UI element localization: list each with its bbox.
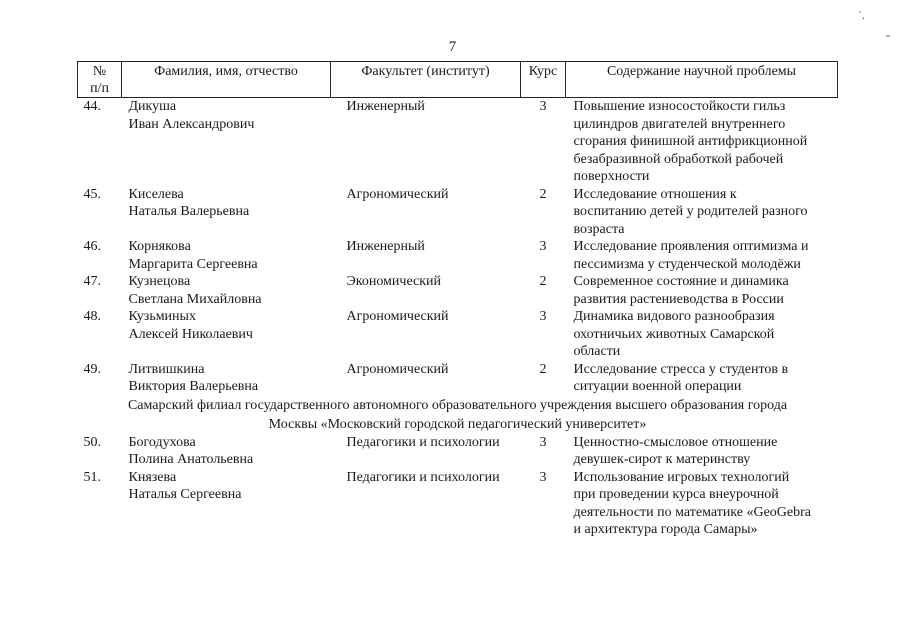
research-topic: Исследование проявления оптимизма и пессимизма у студенческой молодёжи bbox=[573, 239, 809, 272]
row-number: 50. bbox=[83, 434, 101, 450]
faculty: Педагогики и психологии bbox=[346, 469, 500, 485]
course: 3 bbox=[539, 309, 547, 324]
table-body bbox=[78, 98, 838, 539]
student-name: Киселева Наталья Валерьевна bbox=[128, 186, 250, 219]
research-topic: Современное состояние и динамика развития растениеводства в России bbox=[573, 274, 789, 307]
faculty: Инженерный bbox=[346, 239, 425, 254]
course: 2 bbox=[539, 186, 547, 202]
row-number: 45. bbox=[83, 186, 101, 202]
row-number: 44. bbox=[83, 99, 101, 114]
table-row bbox=[78, 273, 838, 308]
row-number: 46. bbox=[83, 239, 101, 254]
table-row bbox=[78, 361, 838, 396]
header-topic: Содержание научной проблемы bbox=[566, 62, 838, 98]
faculty: Агрономический bbox=[346, 309, 449, 324]
student-name: Князева Наталья Сергеевна bbox=[128, 469, 242, 502]
students-table bbox=[77, 61, 838, 539]
header-name: Фамилия, имя, отчество bbox=[122, 62, 331, 98]
research-topic: Ценностно-смысловое отношение девушек-сирот к материнству bbox=[573, 434, 778, 467]
faculty: Инженерный bbox=[346, 99, 425, 114]
faculty: Педагогики и психологии bbox=[346, 434, 500, 450]
header-num: № п/п bbox=[78, 62, 122, 98]
research-topic: Динамика видового разнообразия охотничьих животных Самарской области bbox=[573, 309, 775, 359]
course: 3 bbox=[539, 239, 547, 254]
scan-speck: ˙. bbox=[858, 8, 865, 22]
research-topic: Повышение износостойкости гильз цилиндров двигателей внутреннего сгорания финишной антифрикционной безабразивной обработкой рабочей поверхности bbox=[573, 99, 808, 184]
row-number: 49. bbox=[83, 361, 101, 377]
header-faculty: Факультет (институт) bbox=[331, 62, 521, 98]
student-name: Литвишкина Виктория Валерьевна bbox=[128, 361, 259, 394]
student-name: Корнякова Маргарита Сергеевна bbox=[128, 239, 258, 272]
research-topic: Исследование отношения к воспитанию детей у родителей разного возраста bbox=[573, 186, 808, 237]
page-number: 7 bbox=[448, 39, 457, 55]
course: 3 bbox=[539, 99, 547, 114]
research-topic: Использование игровых технологий при проведении курса внеурочной деятельности по математике «GeoGebra и архитектура города Самары» bbox=[573, 469, 812, 537]
institution-section-heading: Самарский филиал государственного автономного образовательного учреждения высшего образования города Москвы «Московский городской педагогический университет» bbox=[127, 397, 788, 432]
student-name: Богодухова Полина Анатольевна bbox=[128, 434, 254, 467]
row-number: 48. bbox=[83, 309, 101, 324]
row-number: 51. bbox=[83, 469, 101, 485]
table-row bbox=[78, 308, 838, 361]
table-row bbox=[78, 469, 838, 539]
scan-speck: - bbox=[886, 28, 890, 42]
row-number: 47. bbox=[83, 274, 101, 289]
table-row bbox=[78, 98, 838, 186]
faculty: Экономический bbox=[346, 274, 442, 289]
table-row bbox=[78, 186, 838, 239]
student-name: Кузьминых Алексей Николаевич bbox=[128, 309, 253, 342]
table-header bbox=[78, 62, 838, 98]
course: 2 bbox=[539, 361, 547, 377]
header-course: Курс bbox=[521, 62, 566, 98]
research-topic: Исследование стресса у студентов в ситуации военной операции bbox=[573, 361, 789, 394]
table-row bbox=[78, 434, 838, 469]
student-name: Кузнецова Светлана Михайловна bbox=[128, 274, 262, 307]
course: 2 bbox=[539, 274, 547, 289]
student-name: Дикуша Иван Александрович bbox=[128, 99, 255, 132]
faculty: Агрономический bbox=[346, 361, 449, 377]
table-row bbox=[78, 238, 838, 273]
course: 3 bbox=[539, 434, 547, 450]
faculty: Агрономический bbox=[346, 186, 449, 202]
course: 3 bbox=[539, 469, 547, 485]
